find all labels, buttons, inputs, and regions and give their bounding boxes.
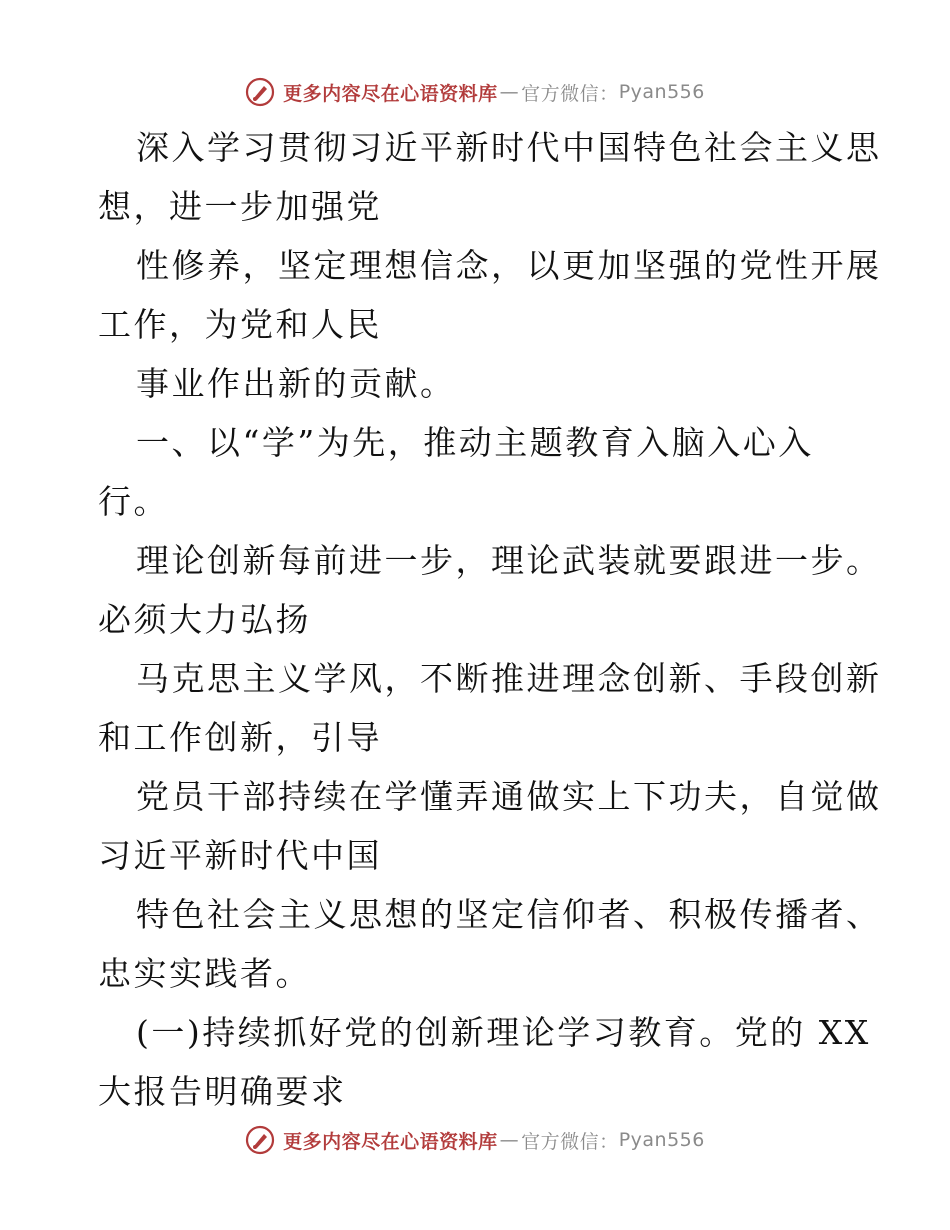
watermark-contact-label: 官方微信： <box>521 82 619 105</box>
text-line: 马克思主义学风，不断推进理念创新、手段创新 <box>136 659 882 698</box>
text-line: 必须大力弘扬 <box>98 600 311 639</box>
text-line: 事业作出新的贡献。 <box>136 364 456 403</box>
text-line: 理论创新每前进一步，理论武装就要跟进一步。 <box>136 541 882 580</box>
text-line: 工作，为党和人民 <box>98 305 382 344</box>
document-body <box>98 118 882 1121</box>
text-line: 习近平新时代中国 <box>98 836 382 875</box>
watermark-contact-label: 官方微信： <box>521 1130 619 1153</box>
watermark-brand-text: 更多内容尽在心语资料库 <box>283 82 498 105</box>
watermark-separator: — <box>499 81 520 103</box>
text-line: 大报告明确要求 <box>98 1072 347 1111</box>
watermark-brand-text: 更多内容尽在心语资料库 <box>283 1130 498 1153</box>
text-line: (一)持续抓好党的创新理论学习教育。党的 XX <box>136 1013 871 1052</box>
text-line: 忠实实践者。 <box>98 954 311 993</box>
text-line: 党员干部持续在学懂弄通做实上下功夫，自觉做 <box>136 777 882 816</box>
text-line: 一、以“学”为先，推动主题教育入脑入心入 <box>136 423 814 462</box>
text-line: 性修养，坚定理想信念，以更加坚强的党性开展 <box>136 246 882 285</box>
watermark-contact-id: Pyan556 <box>618 1129 705 1151</box>
footer-watermark <box>0 1120 950 1160</box>
text-line: 和工作创新，引导 <box>98 718 382 757</box>
text-line: 想，进一步加强党 <box>98 187 382 226</box>
watermark-contact-id: Pyan556 <box>618 81 705 103</box>
header-watermark <box>0 72 950 112</box>
text-line: 行。 <box>98 482 169 521</box>
pen-nib-logo-icon <box>245 1125 275 1155</box>
watermark-separator: — <box>499 1129 520 1151</box>
text-line: 深入学习贯彻习近平新时代中国特色社会主义思 <box>136 128 882 167</box>
text-line: 特色社会主义思想的坚定信仰者、积极传播者、 <box>136 895 882 934</box>
pen-nib-logo-icon <box>245 77 275 107</box>
